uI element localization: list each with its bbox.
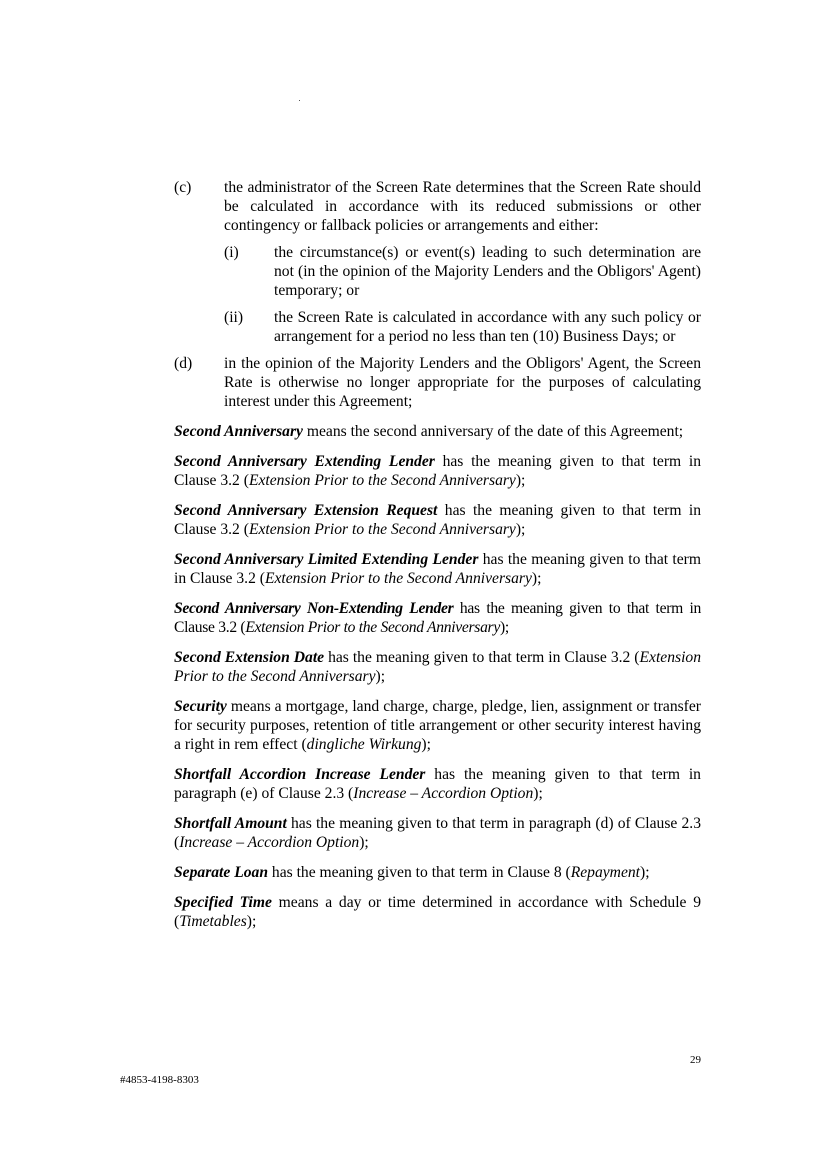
definition-text: means the second anniversary of the date of this Agreement;: [302, 423, 684, 440]
definition-term: Separate Loan: [174, 864, 268, 881]
definition: [174, 697, 701, 754]
document-id: #4853-4198-8303: [120, 1074, 199, 1086]
definition-term: Second Anniversary Non-Extending Lender: [174, 600, 454, 617]
clause-reference: Extension Prior to the Second Anniversary: [264, 570, 532, 587]
clause-reference: Repayment: [570, 864, 640, 881]
definition-term: Second Anniversary Extension Request: [174, 502, 438, 519]
clause-reference: Timetables: [179, 913, 247, 930]
definition-term: Security: [174, 698, 227, 715]
definition-text: means a mortgage, land charge, charge, pledge, lien, assignment or transfer for security purposes, retention of title arrangement or other security interest having a right in rem effect (: [174, 698, 701, 753]
definition: [174, 863, 701, 882]
definition-end: );: [533, 785, 543, 802]
definition: [174, 599, 701, 637]
clause-reference: dingliche Wirkung: [306, 736, 422, 753]
document-body: [174, 178, 701, 942]
definition: [174, 814, 701, 852]
definition-term: Specified Time: [174, 894, 272, 911]
definition-text: has the meaning given to that term in paragraph (d) of Clause 2.3 (: [174, 815, 701, 851]
definition: [174, 422, 701, 441]
definition-end: );: [515, 472, 526, 489]
definition-term: Second Anniversary Extending Lender: [174, 453, 435, 470]
sub-item-text: the Screen Rate is calculated in accordance with any such policy or arrangement for a period no less than ten (10) Business Days; or: [274, 309, 701, 345]
list-item-text: in the opinion of the Majority Lenders and the Obligors' Agent, the Screen Rate is otherwise no longer appropriate for the purposes of calculating interest under this Agreement;: [224, 355, 701, 410]
definition: [174, 893, 701, 931]
definition-end: );: [246, 913, 257, 930]
sub-item-text: the circumstance(s) or event(s) leading to such determination are not (in the opinion of the Majority Lenders and the Obligors' Agent) temporary; or: [274, 244, 701, 299]
definition-text: has the meaning given to that term in paragraph (e) of Clause 2.3 (: [174, 766, 701, 802]
sub-item-ii: [224, 308, 701, 346]
list-item-c: [174, 178, 701, 235]
definition-end: );: [515, 521, 526, 538]
clause-reference: Increase – Accordion Option: [179, 834, 360, 851]
definition-end: );: [421, 736, 431, 753]
definition-text: has the meaning given to that term in Clause 3.2 (: [174, 453, 701, 489]
list-item-text: the administrator of the Screen Rate determines that the Screen Rate should be calculated in accordance with its reduced submissions or other contingency or fallback policies or arrangements and either:: [224, 179, 701, 234]
sub-item-i: [224, 243, 701, 300]
page-number: 29: [690, 1054, 701, 1066]
definition-end: );: [375, 668, 386, 685]
definition-term: Second Anniversary: [174, 423, 303, 440]
definition-text: has the meaning given to that term in Clause 3.2 (: [324, 649, 640, 666]
clause-reference: Extension Prior to the Second Anniversary: [245, 619, 500, 636]
clause-reference: Extension Prior to the Second Anniversary: [248, 472, 516, 489]
definition: [174, 550, 701, 588]
definition: [174, 452, 701, 490]
clause-reference: Increase – Accordion Option: [353, 785, 534, 802]
definition-text: has the meaning given to that term in Clause 3.2 (: [174, 502, 701, 538]
definition-term: Second Extension Date: [174, 649, 325, 666]
definition-term: Shortfall Accordion Increase Lender: [174, 766, 426, 783]
definition-end: );: [359, 834, 369, 851]
definition: [174, 765, 701, 803]
clause-reference: Extension Prior to the Second Anniversary: [174, 649, 701, 685]
list-item-d: [174, 354, 701, 411]
definition: [174, 648, 701, 686]
sub-item-number: (ii): [224, 309, 244, 326]
clause-reference: Extension Prior to the Second Anniversary: [248, 521, 516, 538]
definition-end: );: [640, 864, 650, 881]
definition-text: has the meaning given to that term in Clause 8 (: [268, 864, 571, 881]
definition: [174, 501, 701, 539]
definition-term: Shortfall Amount: [174, 815, 287, 832]
definition-term: Second Anniversary Limited Extending Lender: [174, 551, 479, 568]
list-item-number: (d): [174, 355, 193, 372]
sub-item-number: (i): [224, 244, 239, 261]
definition-text: has the meaning given to that term in Clause 3.2 (: [174, 600, 701, 636]
definition-end: );: [499, 619, 509, 636]
definition-end: );: [531, 570, 542, 587]
list-item-number: (c): [174, 179, 192, 196]
stray-mark: [299, 100, 300, 101]
definition-text: means a day or time determined in accordance with Schedule 9 (: [174, 894, 701, 930]
definition-text: has the meaning given to that term in Clause 3.2 (: [174, 551, 701, 587]
